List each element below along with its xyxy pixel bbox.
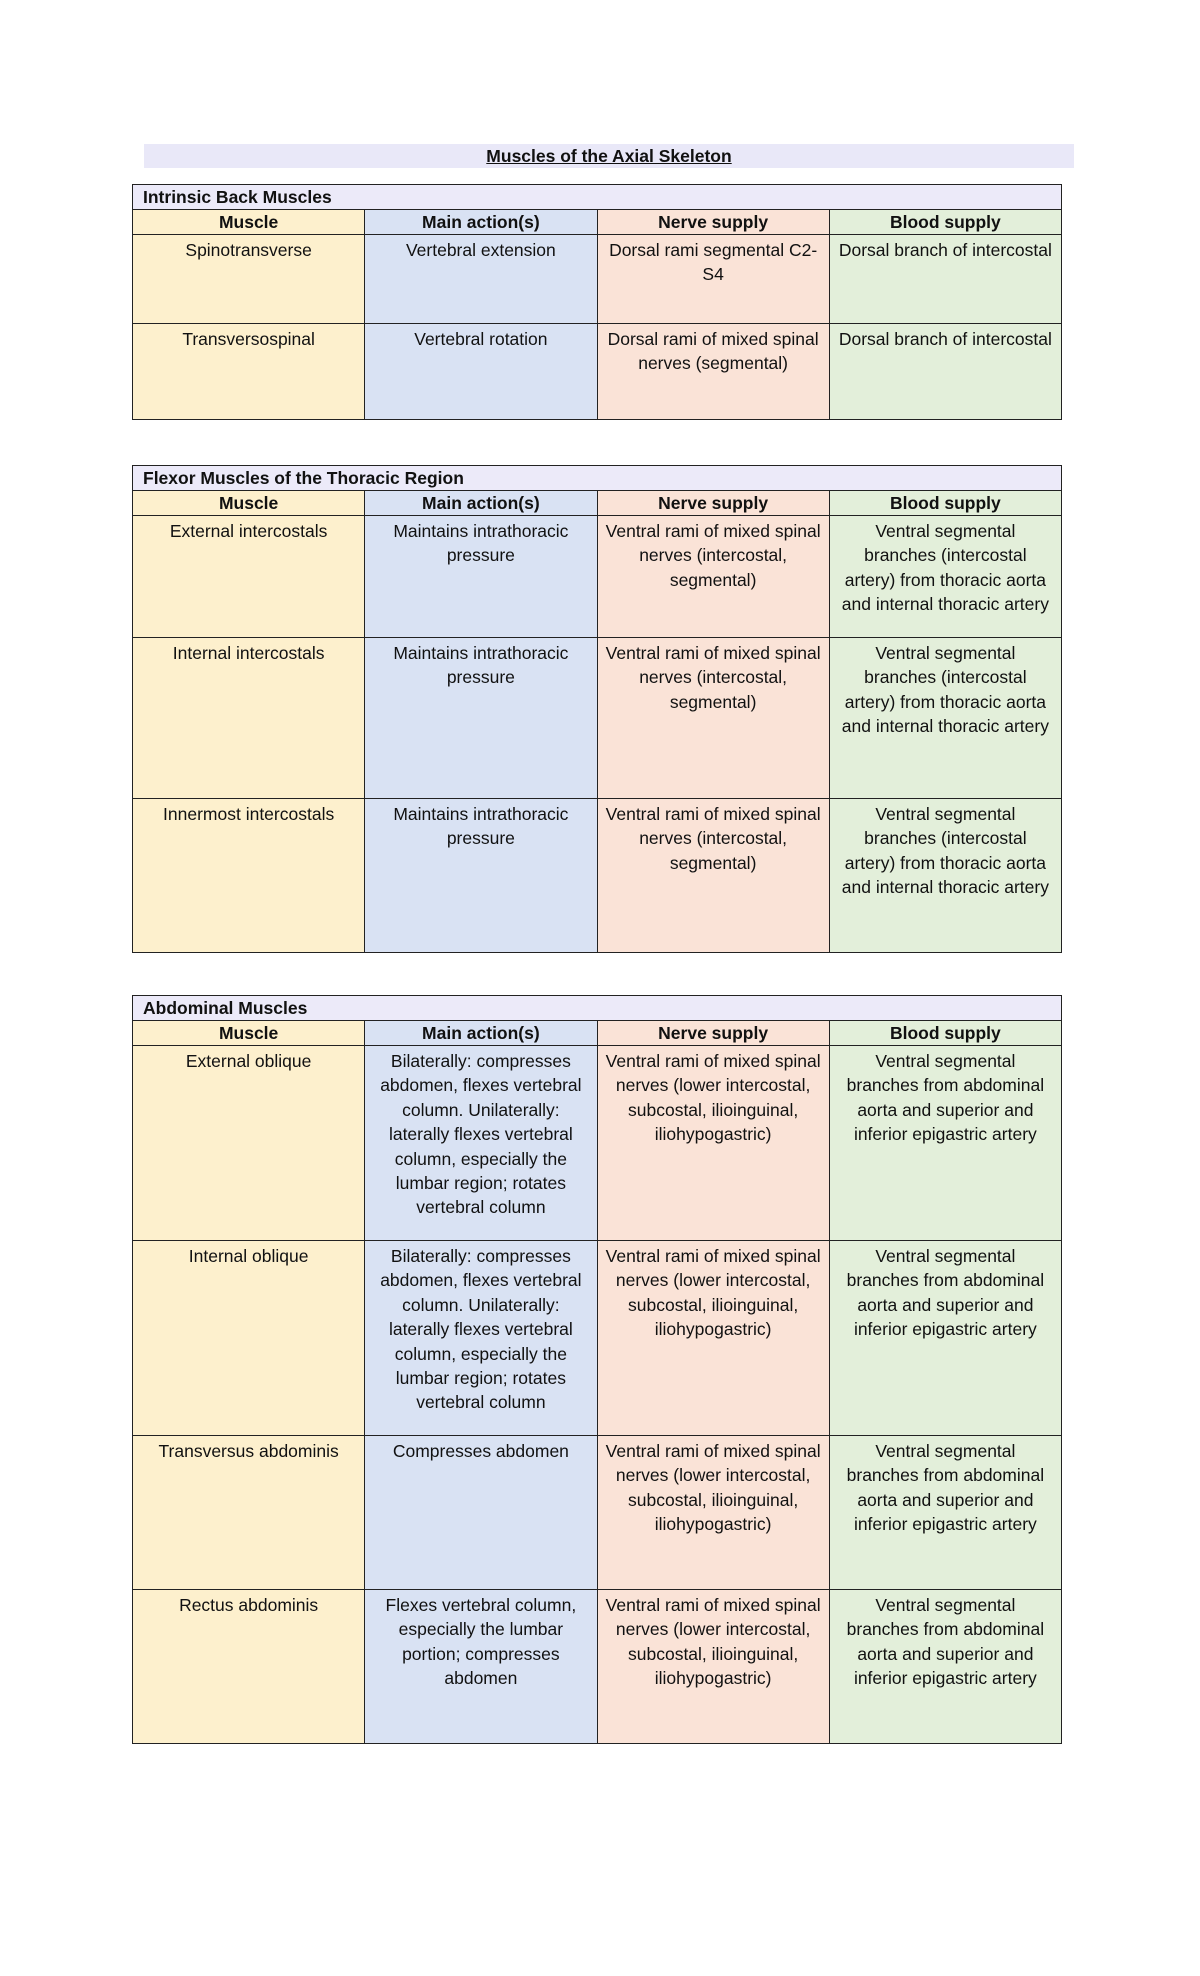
nerve-cell: Dorsal rami of mixed spinal nerves (segmental) (597, 324, 829, 420)
column-header-main-action: Main action(s) (365, 210, 597, 235)
table-row (133, 638, 1062, 799)
column-header-blood-supply: Blood supply (829, 1021, 1061, 1046)
nerve-cell: Ventral rami of mixed spinal nerves (intercostal, segmental) (597, 516, 829, 638)
section-title: Intrinsic Back Muscles (133, 185, 1062, 210)
column-header-blood-supply: Blood supply (829, 491, 1061, 516)
muscle-cell: Internal intercostals (133, 638, 365, 799)
blood-cell: Ventral segmental branches from abdominal aorta and superior and inferior epigastric artery (829, 1590, 1061, 1744)
action-cell: Vertebral rotation (365, 324, 597, 420)
table-flexor-thoracic-muscles (132, 465, 1062, 953)
column-header-nerve-supply: Nerve supply (597, 210, 829, 235)
nerve-cell: Ventral rami of mixed spinal nerves (lower intercostal, subcostal, ilioinguinal, iliohypogastric) (597, 1046, 829, 1241)
table-intrinsic-back-muscles (132, 184, 1062, 420)
column-header-nerve-supply: Nerve supply (597, 491, 829, 516)
section-title: Flexor Muscles of the Thoracic Region (133, 466, 1062, 491)
action-cell: Bilaterally: compresses abdomen, flexes vertebral column. Unilaterally: laterally flexes vertebral column, especially the lumbar region; rotates vertebral column (365, 1046, 597, 1241)
column-header-row (133, 1021, 1062, 1046)
blood-cell: Ventral segmental branches (intercostal artery) from thoracic aorta and internal thoracic artery (829, 799, 1061, 953)
column-header-muscle: Muscle (133, 1021, 365, 1046)
table-row (133, 799, 1062, 953)
nerve-cell: Ventral rami of mixed spinal nerves (intercostal, segmental) (597, 799, 829, 953)
muscle-cell: Innermost intercostals (133, 799, 365, 953)
blood-cell: Ventral segmental branches from abdominal aorta and superior and inferior epigastric artery (829, 1046, 1061, 1241)
column-header-nerve-supply: Nerve supply (597, 1021, 829, 1046)
nerve-cell: Ventral rami of mixed spinal nerves (lower intercostal, subcostal, ilioinguinal, iliohypogastric) (597, 1436, 829, 1590)
nerve-cell: Ventral rami of mixed spinal nerves (lower intercostal, subcostal, ilioinguinal, iliohypogastric) (597, 1590, 829, 1744)
column-header-row (133, 210, 1062, 235)
action-cell: Maintains intrathoracic pressure (365, 638, 597, 799)
action-cell: Compresses abdomen (365, 1436, 597, 1590)
table-row (133, 1590, 1062, 1744)
table-row (133, 1241, 1062, 1436)
blood-cell: Ventral segmental branches (intercostal artery) from thoracic aorta and internal thoracic artery (829, 516, 1061, 638)
table-row (133, 235, 1062, 324)
muscle-cell: External intercostals (133, 516, 365, 638)
muscle-cell: Internal oblique (133, 1241, 365, 1436)
blood-cell: Dorsal branch of intercostal (829, 235, 1061, 324)
column-header-row (133, 491, 1062, 516)
blood-cell: Ventral segmental branches from abdominal aorta and superior and inferior epigastric artery (829, 1436, 1061, 1590)
action-cell: Bilaterally: compresses abdomen, flexes vertebral column. Unilaterally: laterally flexes vertebral column, especially the lumbar region; rotates vertebral column (365, 1241, 597, 1436)
nerve-cell: Ventral rami of mixed spinal nerves (intercostal, segmental) (597, 638, 829, 799)
document-title-text: Muscles of the Axial Skeleton (486, 146, 732, 166)
muscle-cell: Transversus abdominis (133, 1436, 365, 1590)
blood-cell: Ventral segmental branches from abdominal aorta and superior and inferior epigastric artery (829, 1241, 1061, 1436)
table-row (133, 516, 1062, 638)
muscle-cell: Transversospinal (133, 324, 365, 420)
table-row (133, 1436, 1062, 1590)
column-header-main-action: Main action(s) (365, 491, 597, 516)
table-row (133, 324, 1062, 420)
section-title: Abdominal Muscles (133, 996, 1062, 1021)
action-cell: Maintains intrathoracic pressure (365, 516, 597, 638)
document-title (144, 144, 1074, 168)
muscle-cell: Rectus abdominis (133, 1590, 365, 1744)
table-row (133, 1046, 1062, 1241)
column-header-muscle: Muscle (133, 491, 365, 516)
blood-cell: Ventral segmental branches (intercostal artery) from thoracic aorta and internal thoracic artery (829, 638, 1061, 799)
action-cell: Vertebral extension (365, 235, 597, 324)
column-header-main-action: Main action(s) (365, 1021, 597, 1046)
nerve-cell: Dorsal rami segmental C2-S4 (597, 235, 829, 324)
muscle-cell: Spinotransverse (133, 235, 365, 324)
nerve-cell: Ventral rami of mixed spinal nerves (lower intercostal, subcostal, ilioinguinal, iliohypogastric) (597, 1241, 829, 1436)
action-cell: Flexes vertebral column, especially the lumbar portion; compresses abdomen (365, 1590, 597, 1744)
action-cell: Maintains intrathoracic pressure (365, 799, 597, 953)
table-abdominal-muscles (132, 995, 1062, 1744)
column-header-muscle: Muscle (133, 210, 365, 235)
blood-cell: Dorsal branch of intercostal (829, 324, 1061, 420)
muscle-cell: External oblique (133, 1046, 365, 1241)
column-header-blood-supply: Blood supply (829, 210, 1061, 235)
